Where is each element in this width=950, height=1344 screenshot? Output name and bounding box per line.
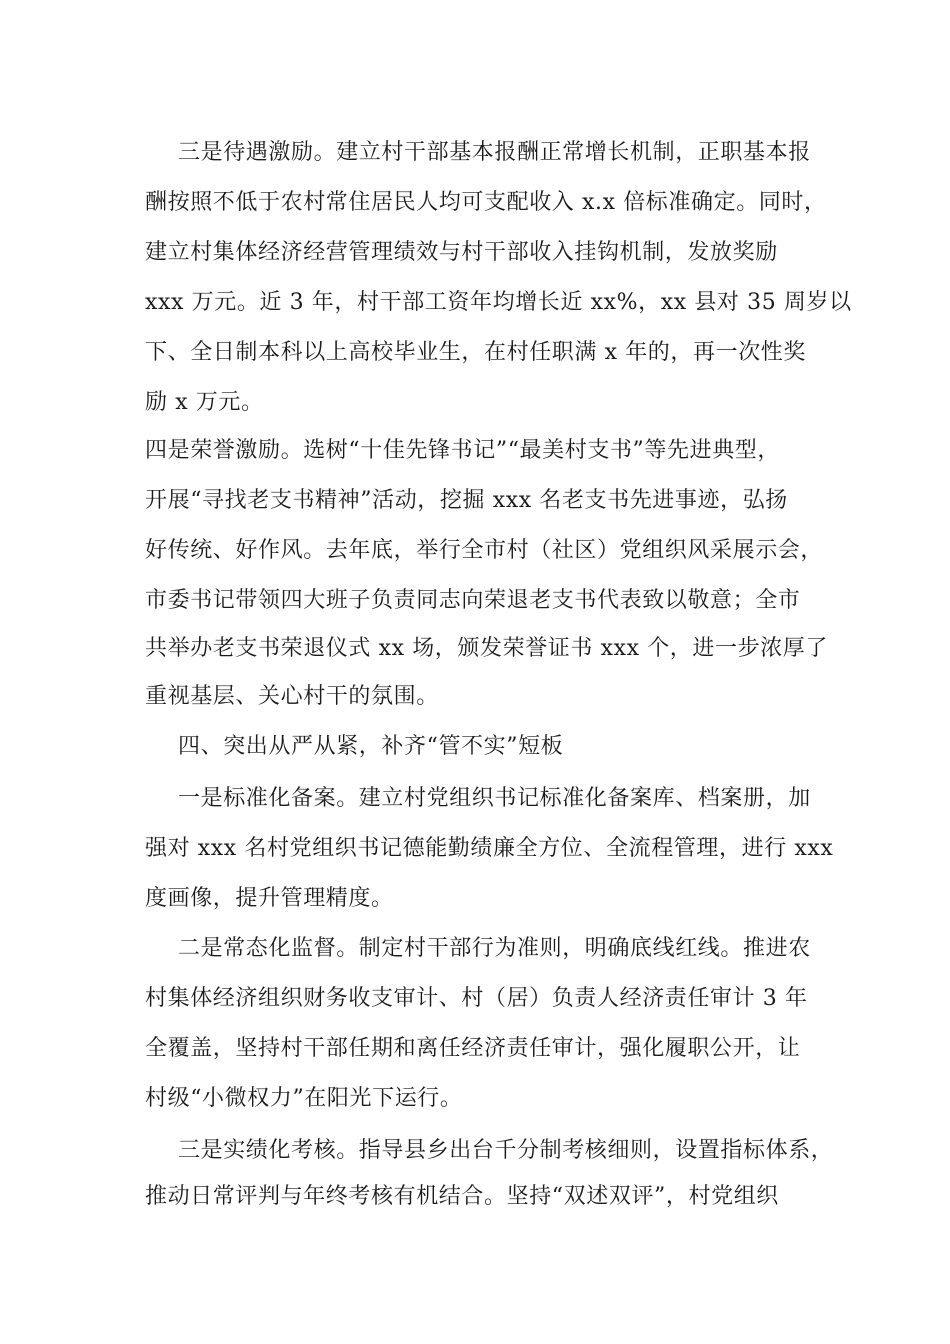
paragraph-line: 全覆盖，坚持村干部任期和离任经济责任审计，强化履职公开，让 xyxy=(145,1036,801,1061)
paragraph-line: 推动日常评判与年终考核有机结合。坚持“双述双评”，村党组织 xyxy=(145,1184,779,1209)
paragraph-line: 村集体经济组织财务收支审计、村（居）负责人经济责任审计 3 年 xyxy=(145,986,808,1011)
paragraph-line: 开展“寻找老支书精神”活动，挖掘 xxx 名老支书先进事迹，弘扬 xyxy=(145,488,788,513)
paragraph-line: 市委书记带领四大班子负责同志向荣退老支书代表致以敬意；全市 xyxy=(145,588,801,613)
paragraph-line: 三是待遇激励。建立村干部基本报酬正常增长机制，正职基本报 xyxy=(178,140,811,165)
paragraph-line: 共举办老支书荣退仪式 xx 场，颁发荣誉证书 xxx 个，进一步浓厚了 xyxy=(145,636,829,661)
paragraph-line: 度画像，提升管理精度。 xyxy=(145,886,394,911)
paragraph-line: 村级“小微权力”在阳光下运行。 xyxy=(145,1086,463,1111)
paragraph-line: 下、全日制本科以上高校毕业生，在村任职满 x 年的，再一次性奖 xyxy=(145,340,806,365)
paragraph-line: 好传统、好作风。去年底，举行全市村（社区）党组织风采展示会， xyxy=(145,538,824,563)
paragraph-line: 四是荣誉激励。选树“十佳先锋书记”“最美村支书”等先进典型， xyxy=(145,438,780,463)
paragraph-line: 一是标准化备案。建立村党组织书记标准化备案库、档案册，加 xyxy=(178,786,811,811)
paragraph-line: 重视基层、关心村干的氛围。 xyxy=(145,684,439,709)
paragraph-line: 酬按照不低于农村常住居民人均可支配收入 x.x 倍标准确定。同时， xyxy=(145,190,827,215)
paragraph-line: 三是实绩化考核。指导县乡出台千分制考核细则，设置指标体系， xyxy=(178,1138,834,1163)
paragraph-line: 强对 xxx 名村党组织书记德能勤绩廉全方位、全流程管理，进行 xxx xyxy=(145,836,834,861)
section-heading: 四、突出从严从紧，补齐“管不实”短板 xyxy=(178,734,564,759)
paragraph-line: 建立村集体经济经营管理绩效与村干部收入挂钩机制，发放奖励 xyxy=(145,240,778,265)
paragraph-line: 二是常态化监督。制定村干部行为准则，明确底线红线。推进农 xyxy=(178,936,811,961)
paragraph-line: xxx 万元。近 3 年，村干部工资年均增长近 xx%，xx 县对 35 周岁以 xyxy=(145,290,852,315)
paragraph-line: 励 x 万元。 xyxy=(145,390,264,415)
